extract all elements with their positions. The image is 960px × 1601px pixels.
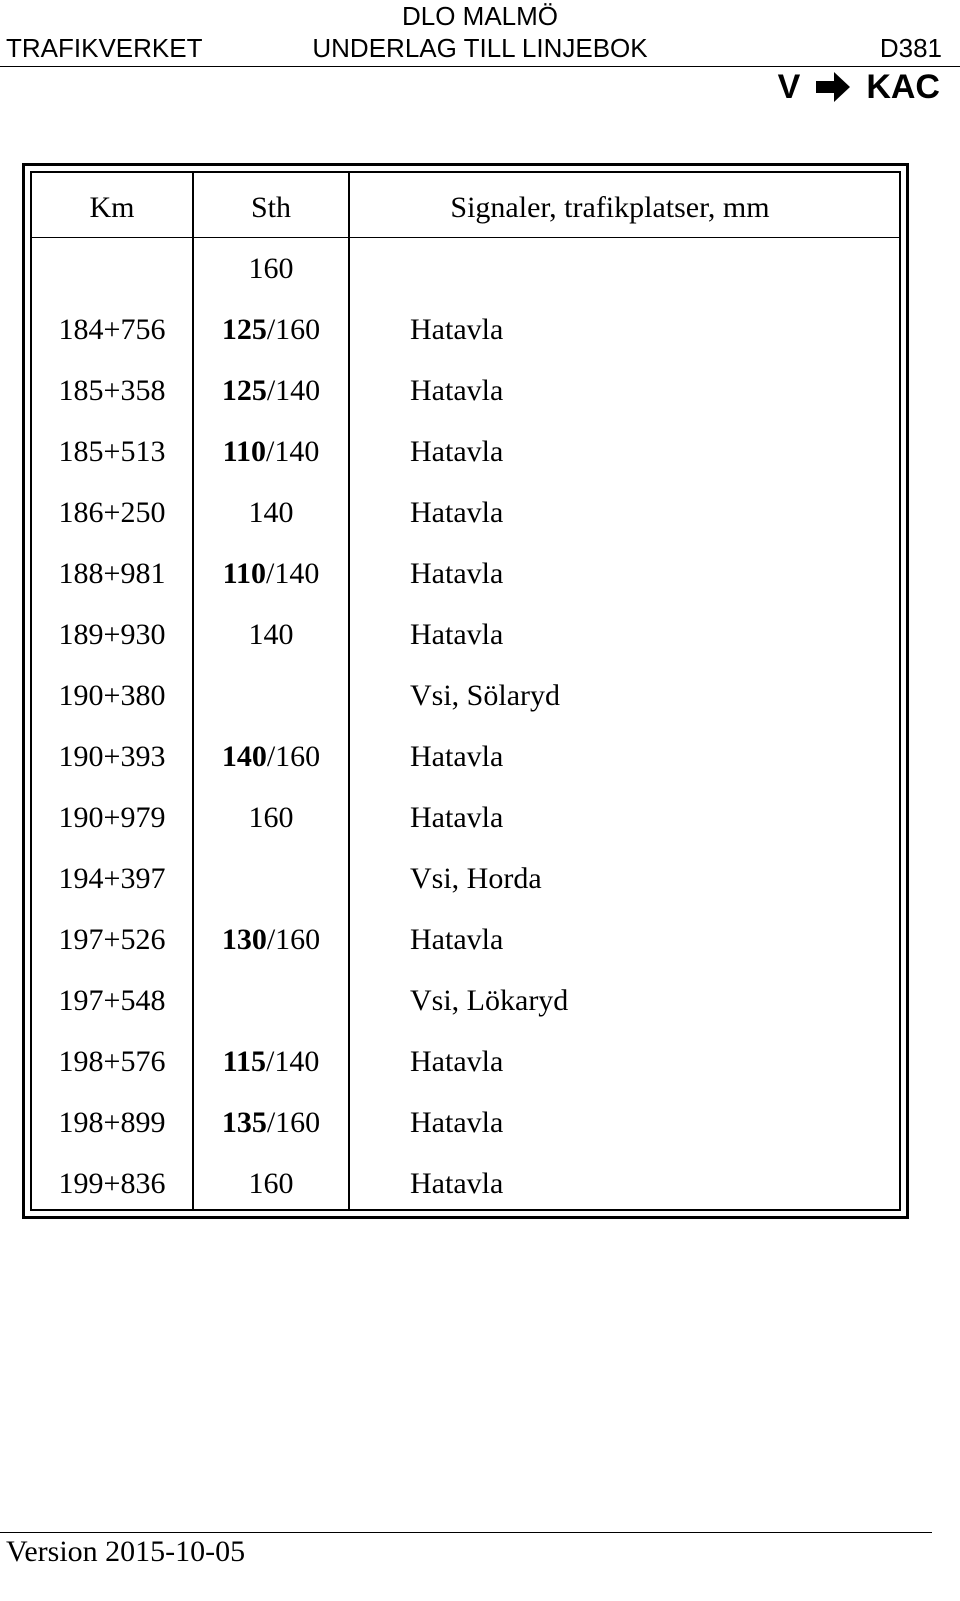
km-cell: 197+548 [58,984,166,1017]
route-from: V [777,68,801,106]
route-indicator [778,70,940,104]
km-cell: 190+393 [58,740,166,773]
column-header-signals: Signaler, trafikplatser, mm [450,191,770,224]
signal-cell: Hatavla [410,496,504,529]
km-cell: 194+397 [58,862,166,895]
km-cell: 188+981 [58,557,166,590]
document-code: D381 [879,33,942,63]
sth-speed: /140 [266,435,320,468]
table-body [30,171,901,1211]
sth-speed: /160 [266,740,321,773]
signal-cell: Hatavla [410,1045,504,1078]
sth-cell [194,498,348,528]
version-label: Version 2015-10-05 [6,1535,246,1568]
sth-speed: /160 [266,923,321,956]
sth-cell [194,254,348,284]
km-cell: 197+526 [58,923,166,956]
line-table [22,163,909,1219]
signal-cell: Vsi, Sölaryd [410,679,560,712]
sth-cell [194,803,348,833]
km-cell: 189+930 [58,618,166,651]
sth-cell [194,1169,348,1199]
document-title: UNDERLAG TILL LINJEBOK [312,33,648,63]
sth-cell [194,1047,348,1077]
signal-cell: Hatavla [410,801,504,834]
right-arrow-icon [814,70,852,104]
column-header-sth: Sth [250,191,292,224]
sth-speed: 160 [248,252,294,285]
header-divider [0,66,960,67]
header-row-divider [32,237,899,238]
sth-speed: 140 [248,618,294,651]
sth-cell [194,925,348,955]
signal-cell: Vsi, Horda [410,862,542,895]
sth-speed: 160 [248,801,294,834]
km-cell: 199+836 [58,1167,166,1200]
sth-speed: /140 [266,557,320,590]
sth-speed: 160 [248,1167,294,1200]
signal-cell: Hatavla [410,740,504,773]
signal-cell: Hatavla [410,923,504,956]
sth-cell [194,559,348,589]
km-cell: 198+899 [58,1106,166,1139]
km-cell: 198+576 [58,1045,166,1078]
sth-speed-bold: 110 [222,435,266,468]
column-header-km: Km [89,191,135,224]
sth-speed-bold: 110 [222,557,266,590]
sth-speed-bold: 135 [221,1106,267,1139]
km-cell: 185+358 [58,374,166,407]
column-divider-sth [348,173,350,1209]
signal-cell: Vsi, Lökaryd [410,984,569,1017]
sth-speed: /140 [266,1045,320,1078]
signal-cell: Hatavla [410,618,504,651]
sth-cell [194,376,348,406]
signal-cell: Hatavla [410,435,504,468]
km-cell: 185+513 [58,435,166,468]
sth-cell [194,742,348,772]
signal-cell: Hatavla [410,557,504,590]
km-cell: 184+756 [58,313,166,346]
signal-cell: Hatavla [410,1106,504,1139]
sth-speed: 140 [248,496,294,529]
signal-cell: Hatavla [410,1167,504,1200]
km-cell: 190+380 [58,679,166,712]
footer-divider [0,1532,932,1533]
sth-speed-bold: 125 [221,313,267,346]
sth-speed-bold: 140 [221,740,267,773]
signal-cell: Hatavla [410,313,504,346]
sth-cell [194,620,348,650]
sth-speed-bold: 115 [222,1045,266,1078]
sth-cell [194,1108,348,1138]
signal-cell: Hatavla [410,374,504,407]
km-cell: 186+250 [58,496,166,529]
sth-speed: /160 [266,313,321,346]
sth-speed: /140 [266,374,321,407]
district-name: DLO MALMÖ [401,1,559,31]
route-to: KAC [866,68,940,106]
km-cell: 190+979 [58,801,166,834]
sth-speed-bold: 125 [221,374,267,407]
sth-speed: /160 [266,1106,321,1139]
sth-cell [194,437,348,467]
organization-name: TRAFIKVERKET [6,33,203,63]
sth-cell [194,315,348,345]
sth-speed-bold: 130 [221,923,267,956]
